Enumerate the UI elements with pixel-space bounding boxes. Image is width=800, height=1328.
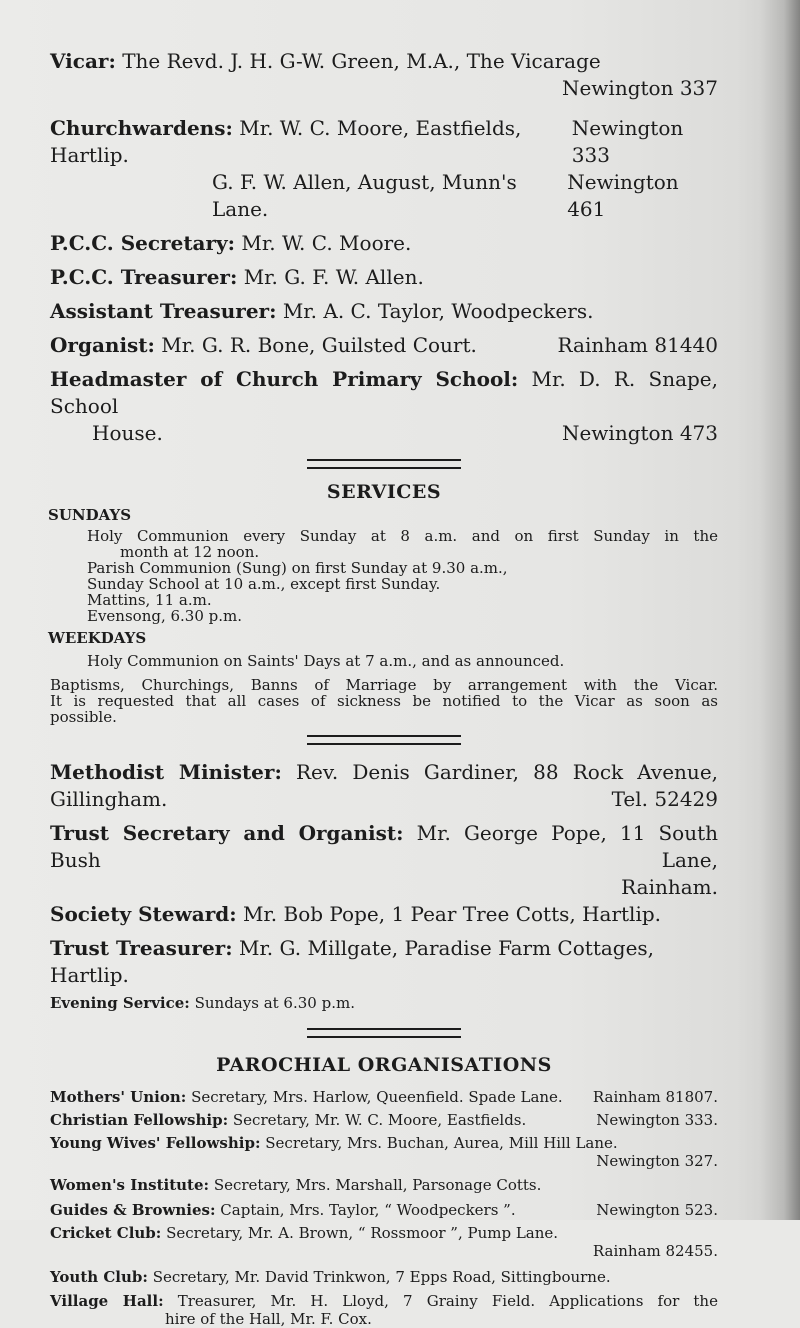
headmaster-label: Headmaster of Church Primary School: [50,367,519,391]
trust-secretary-entry [50,820,718,874]
sundays-list [50,528,718,624]
methodist-minister-text2: Gillingham. [50,787,168,811]
methodist-minister-label: Methodist Minister: [50,760,282,784]
churchwardens-entry [50,115,718,223]
organist-entry [50,332,718,359]
evening-service-label: Evening Service: [50,994,190,1012]
pcc-treasurer-label: P.C.C. Treasurer: [50,265,238,289]
sunday-line-6: Evensong, 6.30 p.m. [87,607,243,625]
divider-2 [307,735,461,745]
org-text: Secretary, Mr. A. Brown, “ Rossmoor ”, Pump Lane. [166,1224,559,1242]
page-edge-shadow [760,0,800,1220]
headmaster-text2: House. [92,421,163,445]
org-label: Youth Club: [50,1268,148,1286]
pcc-secretary-text: Mr. W. C. Moore. [241,231,412,255]
sunday-line-1: Holy Communion every Sunday at 8 a.m. and on first Sunday in the [87,527,718,545]
org-label: Cricket Club: [50,1224,162,1242]
sunday-line-3: Parish Communion (Sung) on first Sunday at 9.30 a.m., [87,559,508,577]
sunday-line-4: Sunday School at 10 a.m., except first Sunday. [87,575,441,593]
weekdays-heading: WEEKDAYS [48,629,147,647]
trust-treasurer-entry [50,935,718,989]
divider-3 [307,1028,461,1038]
evening-service-entry [50,995,718,1012]
sunday-line-2: month at 12 noon. [120,543,260,561]
assistant-treasurer-entry [50,298,718,325]
org-phone: Rainham 82455. [592,1242,718,1260]
methodist-minister-line2 [50,786,718,813]
pcc-secretary-label: P.C.C. Secretary: [50,231,236,255]
org-phone: Newington 327. [596,1152,718,1170]
trust-treasurer-text: Mr. G. Millgate, Paradise Farm Cottages, Hartlip. [50,936,655,987]
organist-label: Organist: [50,333,155,357]
organisations-heading: PAROCHIAL ORGANISATIONS [216,1054,552,1076]
churchwarden-2: G. F. W. Allen, August, Munn's Lane. [212,170,517,221]
org-young-wives [50,1134,718,1170]
trust-secretary-label: Trust Secretary and Organist: [50,821,404,845]
churchwardens-label: Churchwardens: [50,116,233,140]
services-notes [50,677,718,725]
org-text: Treasurer, Mr. H. Lloyd, 7 Grainy Field. Applications for the [177,1292,718,1310]
org-mothers-union [50,1088,718,1106]
org-village-hall [50,1292,718,1328]
org-christian-fellowship [50,1111,718,1129]
vicar-phone: Newington 337 [561,76,718,100]
weekdays-text: Holy Communion on Saints' Days at 7 a.m., and as announced. [87,652,565,670]
sundays-heading: SUNDAYS [48,506,132,524]
pcc-treasurer-entry [50,264,718,291]
org-phone: Newington 333. [596,1111,718,1129]
methodist-minister-text: Rev. Denis Gardiner, 88 Rock Avenue, [296,760,719,784]
evening-service-text: Sundays at 6.30 p.m. [194,994,355,1012]
pcc-treasurer-text: Mr. G. F. W. Allen. [243,265,424,289]
org-text: Secretary, Mrs. Marshall, Parsonage Cotts. [213,1176,542,1194]
org-womens-institute [50,1176,718,1194]
org-youth-club [50,1268,718,1286]
services-note-3: possible. [50,708,117,726]
churchwarden-1: Mr. W. C. Moore, Eastfields, Hartlip. [50,116,522,167]
org-phone: Rainham 81807. [592,1088,718,1106]
society-steward-label: Society Steward: [50,902,237,926]
vicar-entry [50,48,718,75]
headmaster-phone: Newington 473 [561,421,718,445]
society-steward-entry [50,901,718,928]
org-label: Village Hall: [50,1292,164,1310]
org-text: Secretary, Mrs. Buchan, Aurea, Mill Hill Lane. [265,1134,618,1152]
org-text: Secretary, Mr. David Trinkwon, 7 Epps Road, Sittingbourne. [152,1268,611,1286]
org-label: Mothers' Union: [50,1088,187,1106]
methodist-minister-entry [50,759,718,786]
org-label: Women's Institute: [50,1176,210,1194]
org-phone: Newington 523. [596,1201,718,1219]
org-text: Secretary, Mrs. Harlow, Queenfield. Spade Lane. [191,1088,563,1106]
org-text: Secretary, Mr. W. C. Moore, Eastfields. [232,1111,527,1129]
churchwarden-2-phone: Newington 461 [567,170,679,221]
org-text: Captain, Mrs. Taylor, “ Woodpeckers ”. [220,1201,516,1219]
headmaster-text: Mr. D. R. Snape, School [50,367,718,418]
org-label: Young Wives' Fellowship: [50,1134,261,1152]
pcc-secretary-entry [50,230,718,257]
assistant-treasurer-label: Assistant Treasurer: [50,299,277,323]
org-label: Guides & Brownies: [50,1201,216,1219]
divider-1 [307,459,461,469]
trust-secretary-text: Mr. George Pope, 11 South Bush Lane, [50,821,719,872]
trust-treasurer-label: Trust Treasurer: [50,936,233,960]
organist-phone: Rainham 81440 [557,333,718,357]
org-text-line2: hire of the Hall, Mr. F. Cox. [165,1310,372,1328]
org-guides-brownies [50,1201,718,1219]
headmaster-line2 [50,420,718,447]
sunday-line-5: Mattins, 11 a.m. [87,591,212,609]
assistant-treasurer-text: Mr. A. C. Taylor, Woodpeckers. [282,299,594,323]
methodist-minister-phone: Tel. 52429 [611,787,718,811]
org-cricket-club [50,1224,718,1260]
services-note-1: Baptisms, Churchings, Banns of Marriage by arrangement with the Vicar. [50,676,718,694]
services-note-2: It is requested that all cases of sickness be notified to the Vicar as soon as [50,692,718,710]
organist-text: Mr. G. R. Bone, Guilsted Court. [161,333,477,357]
vicar-text: The Revd. J. H. G-W. Green, M.A., The Vicarage [122,49,601,73]
headmaster-entry [50,366,718,420]
vicar-label: Vicar: [50,49,116,73]
trust-secretary-text2: Rainham. [621,875,718,899]
org-label: Christian Fellowship: [50,1111,229,1129]
society-steward-text: Mr. Bob Pope, 1 Pear Tree Cotts, Hartlip. [242,902,662,926]
churchwarden-1-phone: Newington 333 [571,116,684,167]
services-heading: SERVICES [326,481,442,503]
document-content [50,48,718,1328]
